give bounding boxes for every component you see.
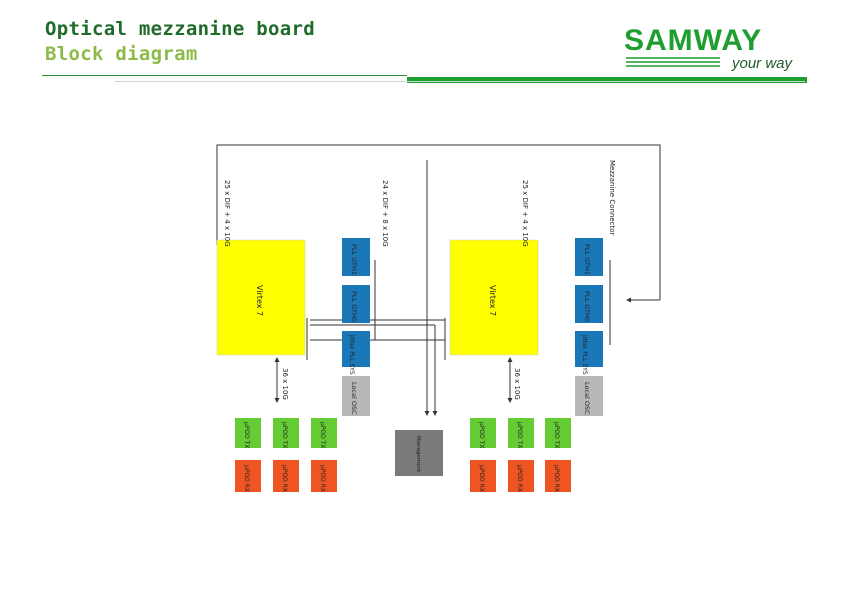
samway-logo bbox=[620, 18, 820, 74]
connector-label: Mezzanine Connector bbox=[608, 160, 616, 236]
left-upod-tx-2-label: μPOD TX bbox=[281, 422, 288, 449]
left-osc-label: Local OSC bbox=[350, 382, 358, 415]
fpga-left-label: Virtex 7 bbox=[255, 285, 264, 317]
logo-tagline: your way bbox=[732, 55, 793, 72]
header-rule-thin bbox=[42, 75, 407, 76]
right-upod-tx-1-label: μPOD TX bbox=[478, 422, 485, 449]
right-pll-gth1-label: PLL GTH1 bbox=[583, 244, 591, 276]
logo-wordmark: SAMWAY bbox=[624, 24, 763, 57]
slide-subtitle: Block diagram bbox=[45, 43, 198, 65]
management-label: Management bbox=[415, 436, 421, 473]
right-pll-sys bbox=[575, 331, 603, 367]
header-rule-shadow bbox=[115, 81, 805, 82]
header-rule-thick bbox=[407, 77, 807, 83]
right-upod-tx-2-label: μPOD TX bbox=[516, 422, 523, 449]
fpga-right-label: Virtex 7 bbox=[488, 285, 497, 317]
left-upod-tx-1-label: μPOD TX bbox=[243, 422, 250, 449]
right-upod-rx-3-label: μPOD RX bbox=[553, 465, 560, 492]
slide-title: Optical mezzanine board bbox=[45, 18, 315, 40]
left-upod-rx-1-label: μPOD RX bbox=[243, 465, 250, 492]
left-pll-sys bbox=[342, 331, 370, 367]
right-bottom-link-label: 36 x 10G bbox=[513, 368, 521, 400]
right-upod-rx-1-label: μPOD RX bbox=[478, 465, 485, 492]
right-pll-gth0-label: PLL GTH0 bbox=[583, 291, 591, 323]
right-pll-sys-label: Jitter PLL SYS bbox=[581, 335, 588, 375]
left-bottom-link-label: 36 x 10G bbox=[281, 368, 289, 400]
left-upod-rx-2-label: μPOD RX bbox=[281, 465, 288, 492]
left-upod-tx-3-label: μPOD TX bbox=[319, 422, 326, 449]
logo-stripes bbox=[626, 58, 720, 66]
left-upod-rx-3-label: μPOD RX bbox=[319, 465, 326, 492]
right-upod-rx-2-label: μPOD RX bbox=[516, 465, 523, 492]
right-upod-tx-3-label: μPOD TX bbox=[553, 422, 560, 449]
right-osc-label: Local OSC bbox=[583, 382, 591, 415]
left-top-link-label: 25 x DIF + 4 x 10G bbox=[223, 180, 231, 247]
left-pll-gth1-label: PLL GTH1 bbox=[350, 244, 358, 276]
left-mid-link-label: 24 x DIF + 8 x 10G bbox=[381, 180, 389, 247]
left-pll-gth0-label: PLL GTH0 bbox=[350, 291, 358, 323]
signal-lines bbox=[277, 160, 610, 415]
left-pll-sys-label: Jitter PLL SYS bbox=[348, 335, 355, 375]
right-top-link-label: 25 x DIF + 4 x 10G bbox=[521, 180, 529, 247]
block-diagram bbox=[205, 140, 665, 500]
